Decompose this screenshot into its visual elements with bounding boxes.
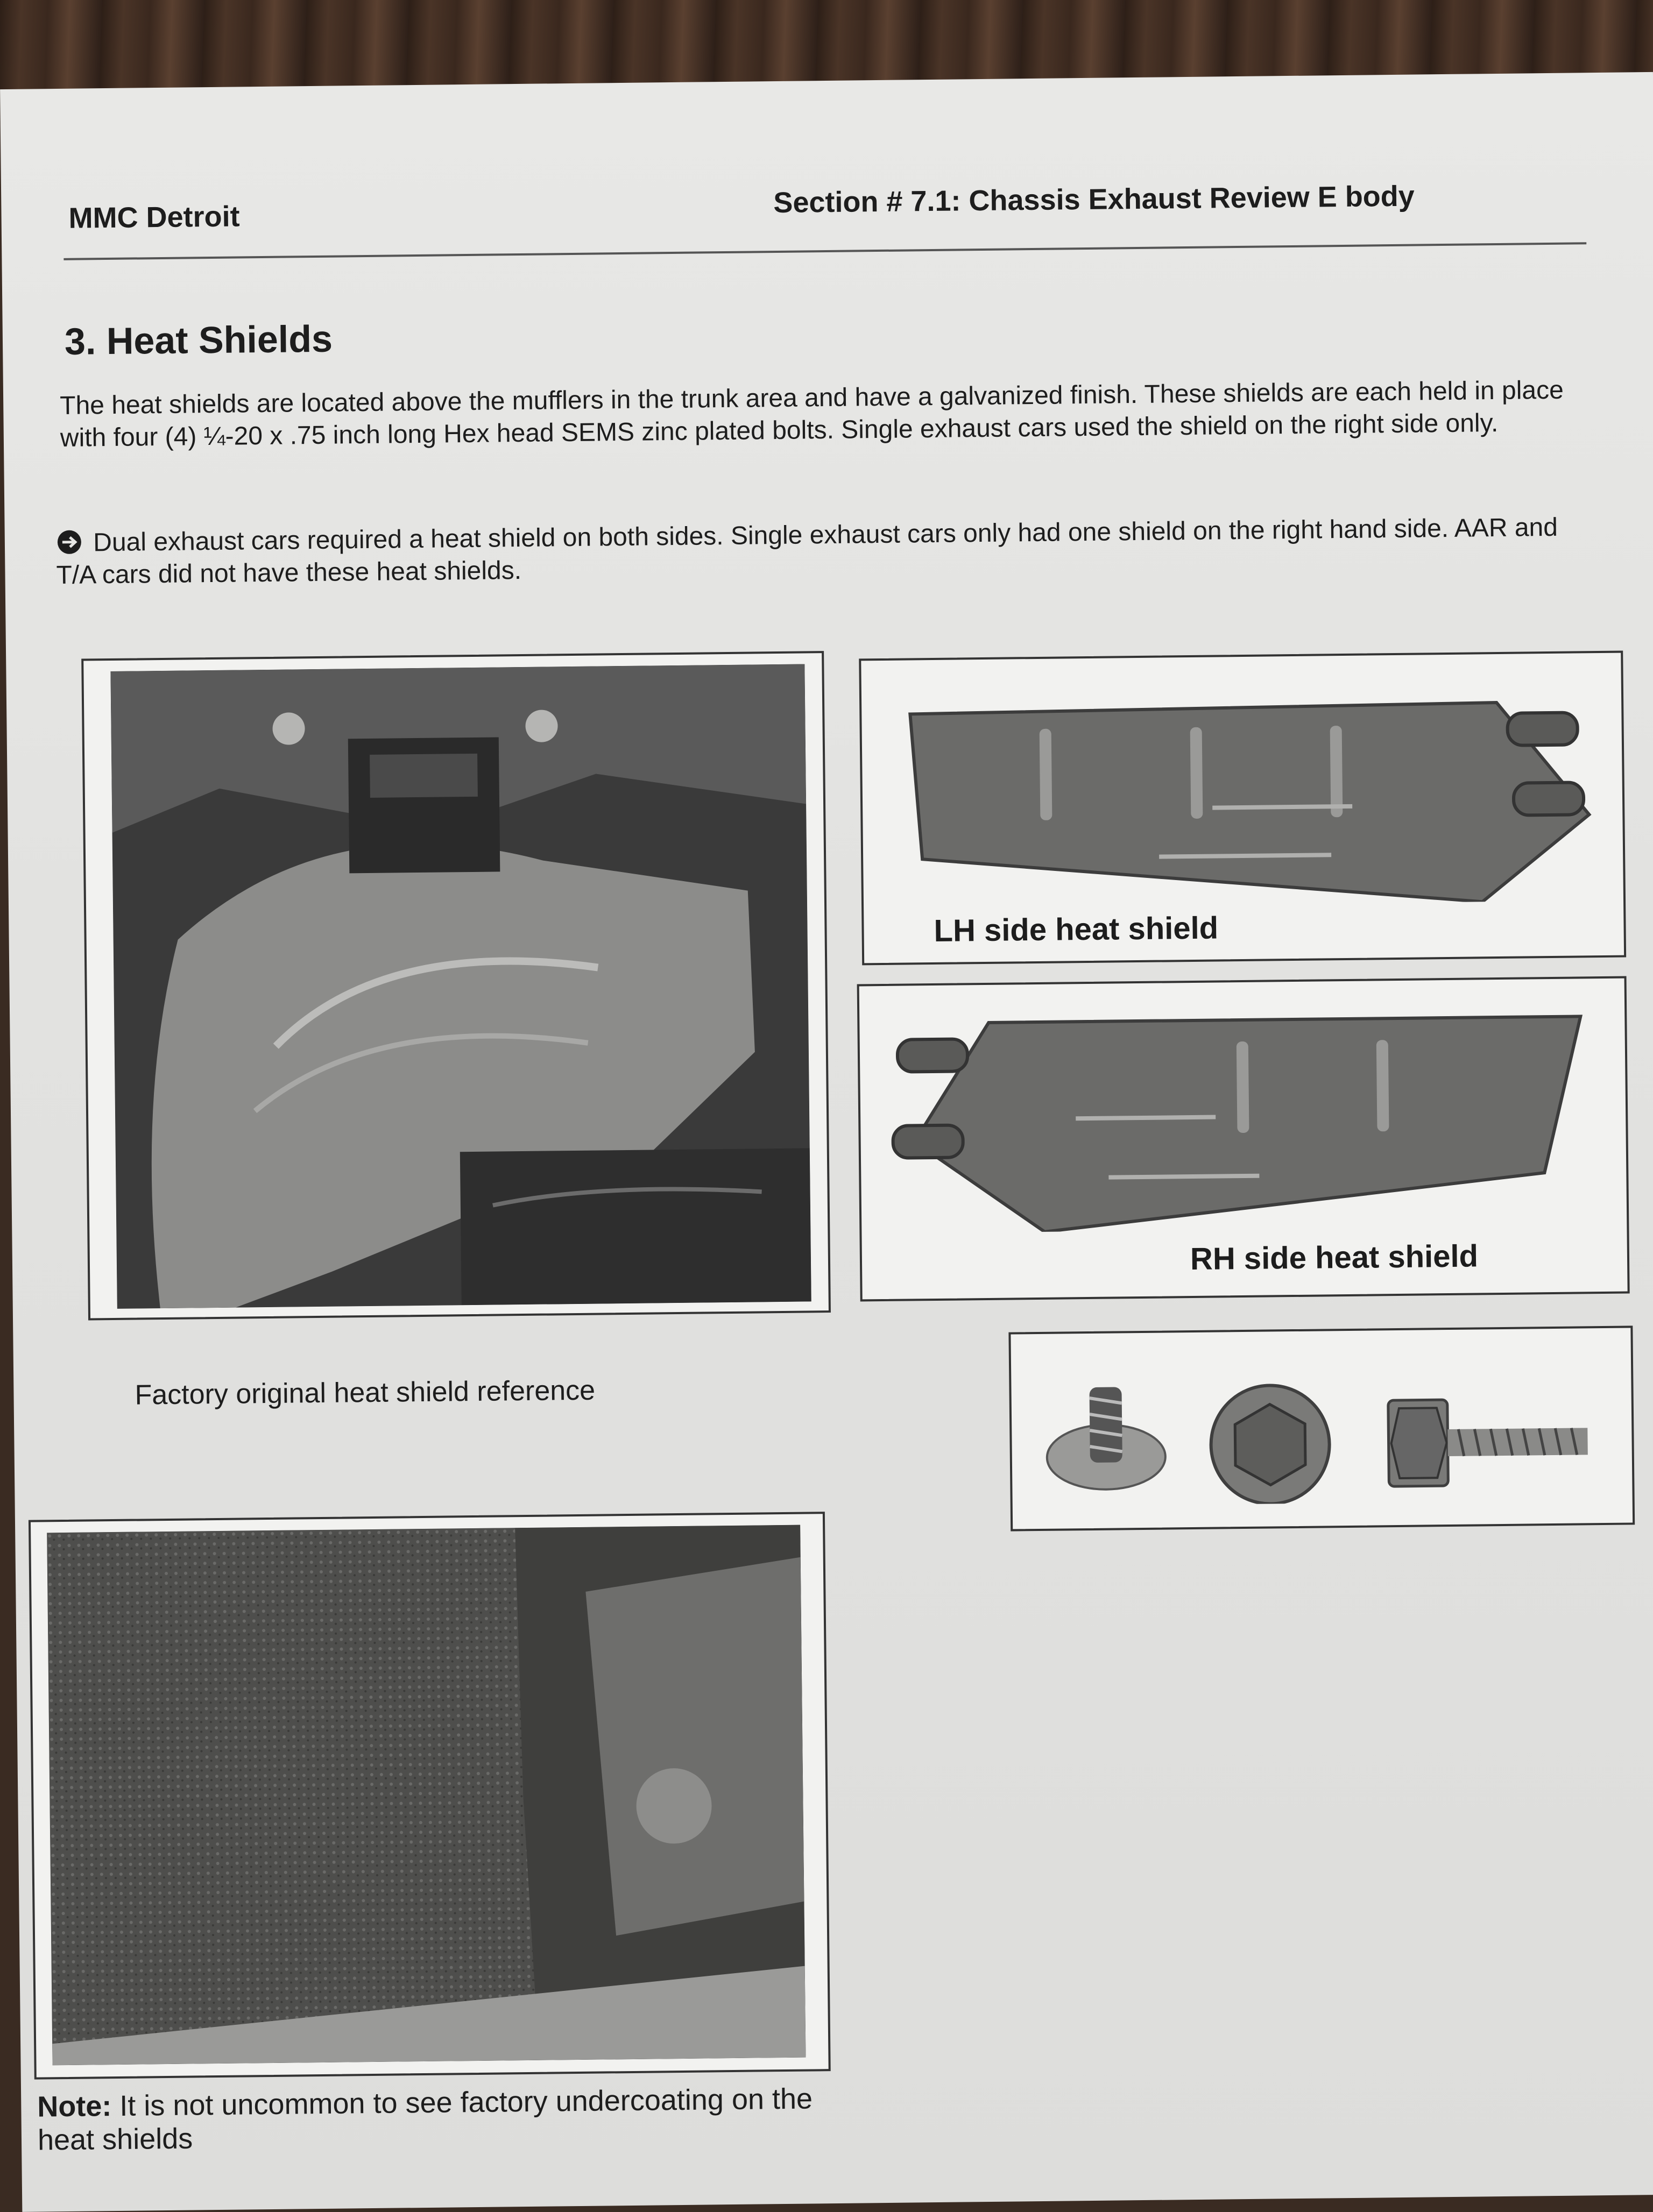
reference-photo-caption: Factory original heat shield reference: [135, 1374, 596, 1411]
reference-photo-frame: [81, 651, 831, 1320]
header-right: Section # 7.1: Chassis Exhaust Review E body: [773, 180, 1415, 219]
header-left: MMC Detroit: [68, 200, 240, 235]
sems-bolt-image: [1043, 1360, 1605, 1506]
intro-paragraph: The heat shields are located above the mufflers in the trunk area and have a galvanized finish. These shields are each held in place with four (4) ¼-20 x .75 inch long Hex head SEMS zinc plated bolts. Single exhaust cars used the shield on the right side only.: [59, 375, 1564, 452]
heat-shield-installed-photo: [110, 664, 811, 1308]
arrow-circle-icon: [56, 528, 87, 556]
manual-page: [0, 72, 1653, 2212]
rh-shield-caption: RH side heat shield: [1190, 1238, 1479, 1277]
lh-shield-frame: [859, 651, 1626, 966]
bullet-note: [56, 512, 1574, 592]
undercoating-photo-frame: [29, 1512, 831, 2079]
bolt-hardware-frame: [1008, 1325, 1635, 1531]
lh-shield-caption: LH side heat shield: [934, 910, 1219, 948]
header-divider: [63, 242, 1586, 260]
bullet-text: Dual exhaust cars required a heat shield on both sides. Single exhaust cars only had one shield on the right hand side. AAR and T/A cars did not have these heat shields.: [56, 513, 1558, 590]
note-label: Note:: [37, 2090, 112, 2123]
rh-shield-frame: [857, 976, 1630, 1302]
rh-heat-shield-image: [881, 995, 1604, 1233]
note-text: It is not uncommon to see factory undercoating on the heat shields: [37, 2082, 813, 2157]
lh-heat-shield-image: [888, 675, 1601, 908]
undercoating-note: [37, 2082, 834, 2157]
undercoated-shield-photo: [47, 1525, 806, 2066]
section-title: 3. Heat Shields: [64, 317, 333, 363]
